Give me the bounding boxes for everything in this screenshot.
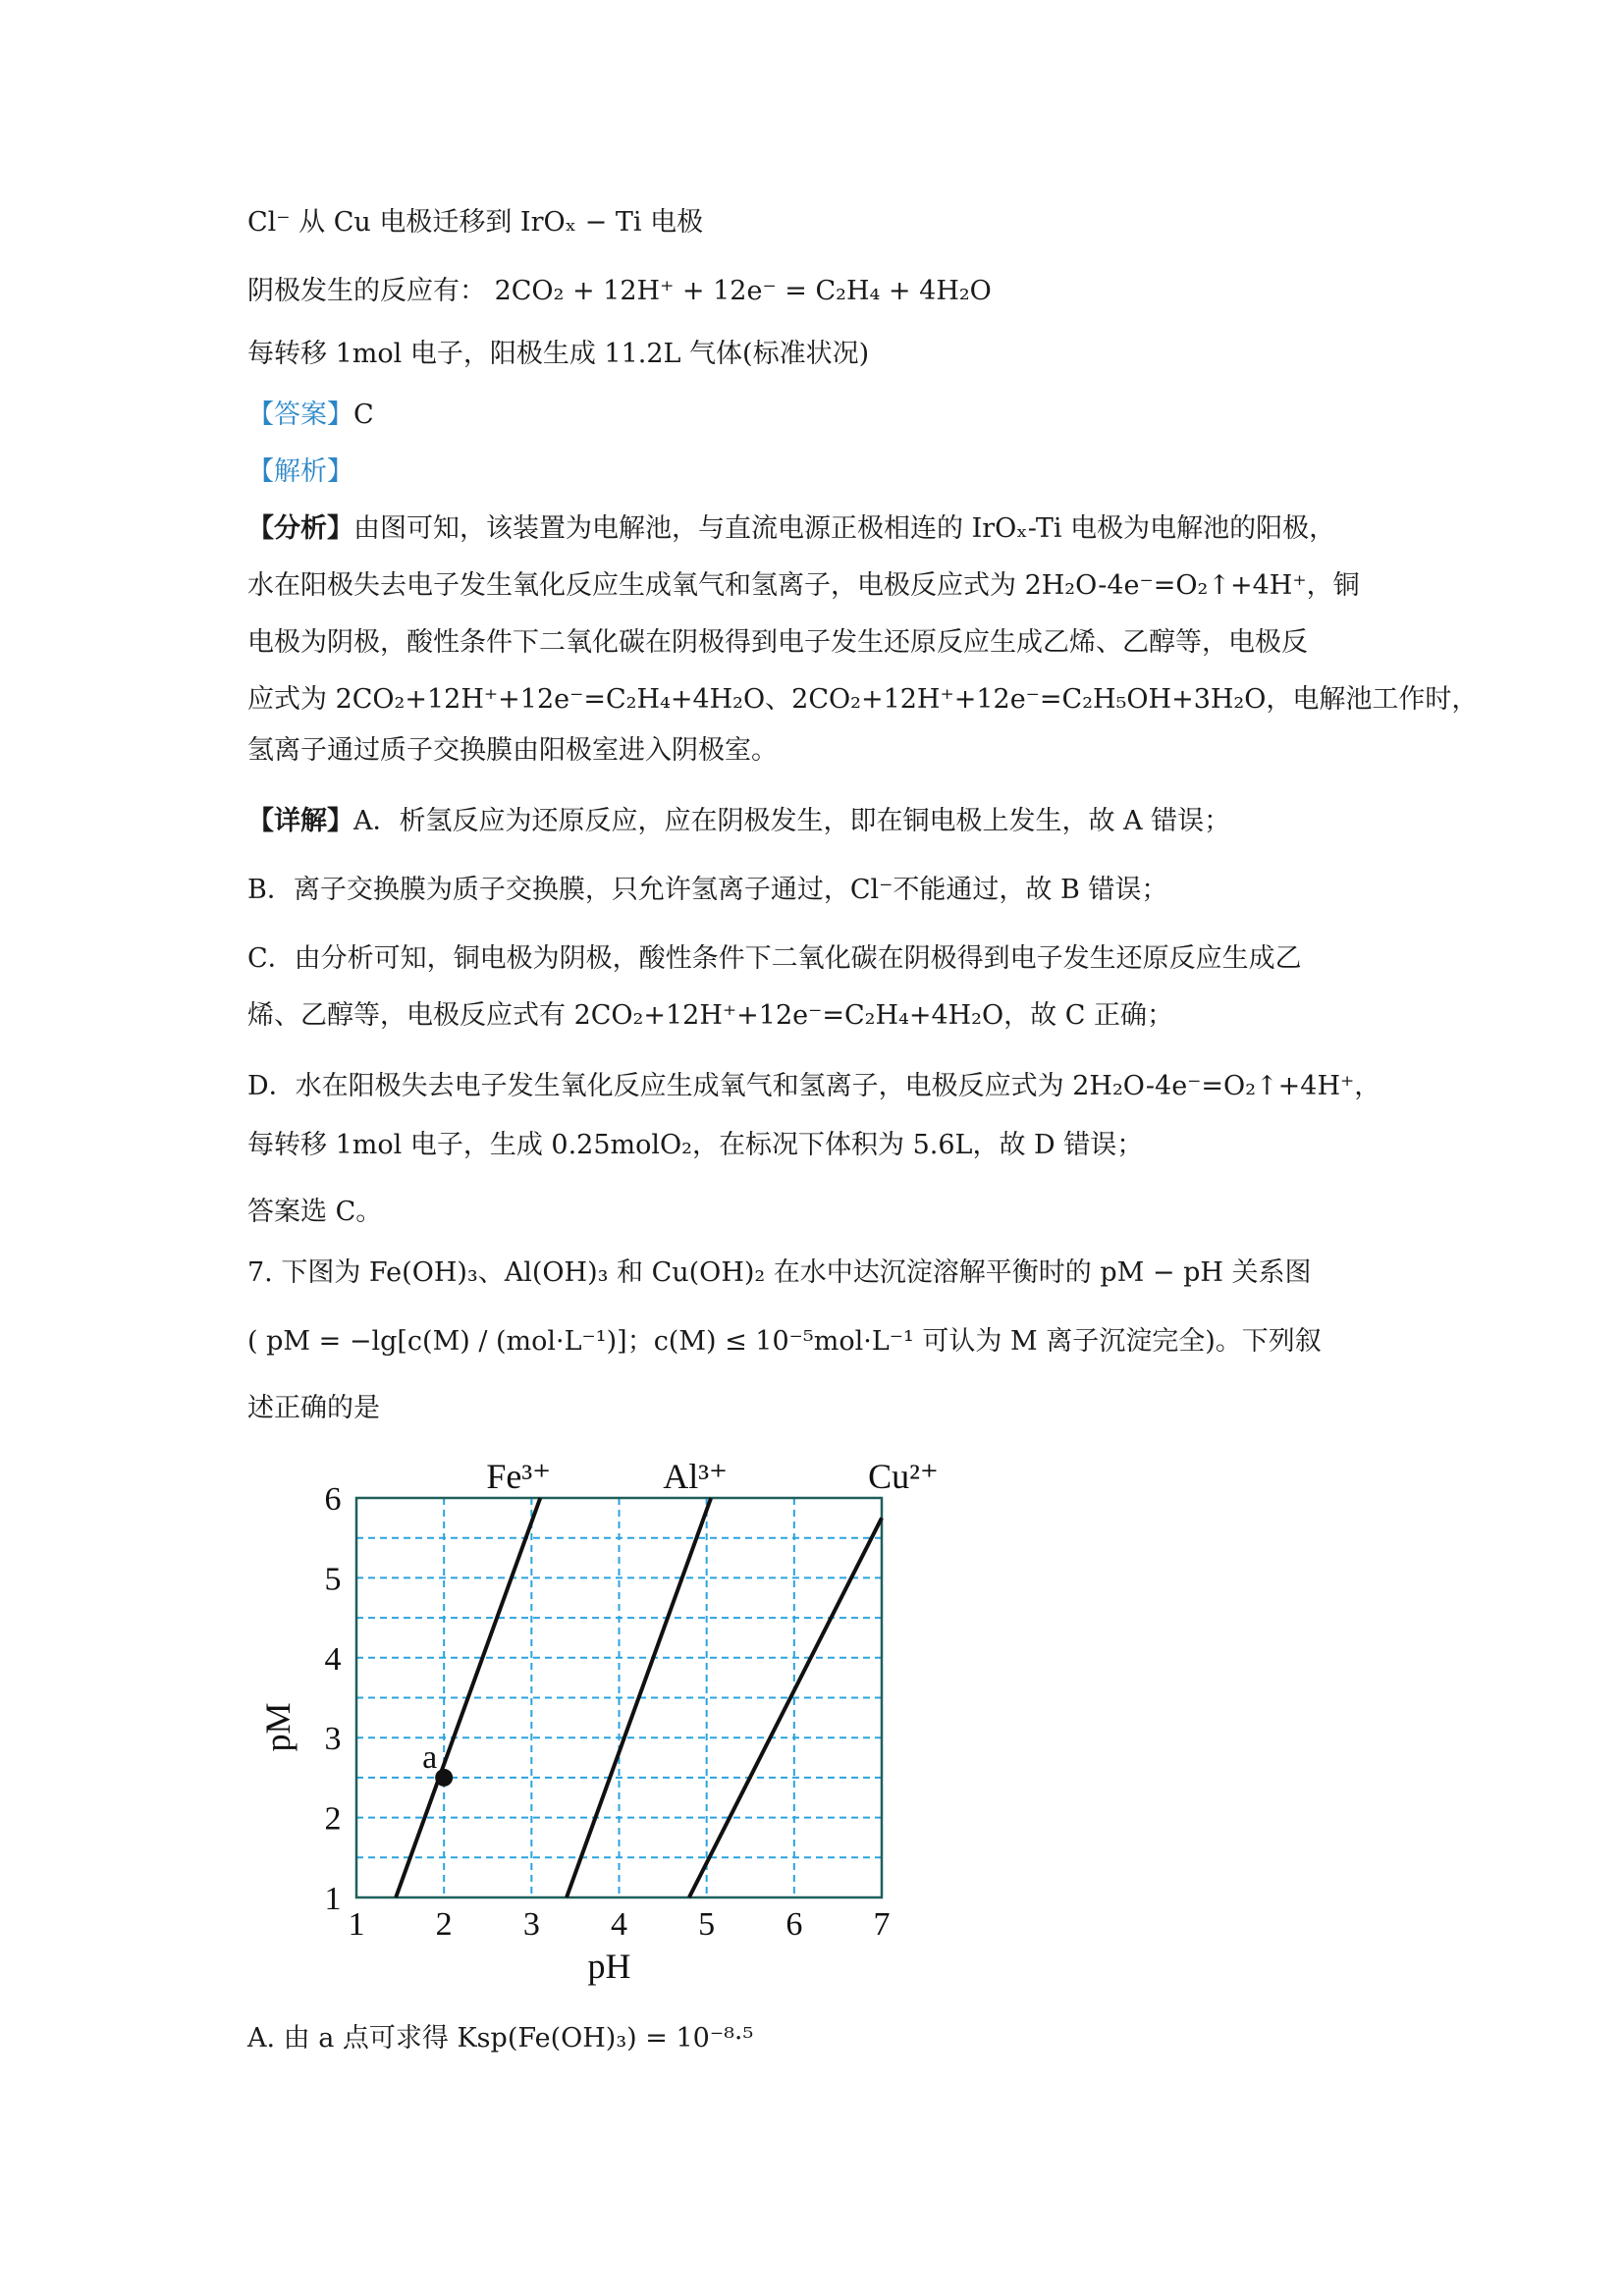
series-line [689, 1518, 882, 1897]
analysis-line-2: 水在阳极失去电子发生氧化反应生成氧气和氢离子，电极反应式为 2H₂O-4e⁻=O₂↑+4H⁺，铜 [247, 570, 1360, 601]
x-tick-label: 3 [522, 1906, 540, 1943]
y-tick-label: 3 [324, 1721, 342, 1758]
question-7-line-2: ( pM = −lg[c(M) / (mol·L⁻¹)]；c(M) ≤ 10⁻⁵mol·L⁻¹ 可认为 M 离子沉淀完全)。下列叙 [247, 1326, 1322, 1357]
analysis-line-4: 应式为 2CO₂+12H⁺+12e⁻=C₂H₄+4H₂O、2CO₂+12H⁺+12e⁻=C₂H₅OH+3H₂O，电解池工作时， [247, 684, 1479, 715]
y-tick-label: 5 [324, 1561, 342, 1598]
option-b: Cl⁻ 从 Cu 电极迁移到 IrOₓ − Ti 电极 [247, 207, 704, 238]
analysis-line-1 [247, 512, 1335, 546]
option-a: A. 由 a 点可求得 Ksp(Fe(OH)₃) = 10⁻⁸·⁵ [247, 2023, 754, 2054]
y-tick-label: 2 [324, 1800, 342, 1838]
analysis-line-5: 氢离子通过质子交换膜由阳极室进入阴极室。 [247, 735, 778, 766]
detail-line-1 [247, 805, 1230, 838]
analysis-tag: 【分析】 [247, 513, 353, 544]
series-label: Cu²⁺ [868, 1457, 939, 1496]
y-tick-label: 4 [324, 1640, 342, 1678]
x-axis-label: pH [587, 1947, 631, 1986]
detail-line-5: D．水在阳极失去电子发生氧化反应生成氧气和氢离子，电极反应式为 2H₂O-4e⁻=O₂↑+4H⁺， [247, 1071, 1381, 1101]
detail-text: A．析氢反应为还原反应，应在阴极发生，即在铜电极上发生，故 A 错误； [353, 806, 1231, 836]
option-c-prefix: 阴极发生的反应有： [247, 276, 486, 306]
x-tick-label: 7 [873, 1906, 891, 1943]
question-7-line-1: 7. 下图为 Fe(OH)₃、Al(OH)₃ 和 Cu(OH)₂ 在水中达沉淀溶解平衡时的 pM − pH 关系图 [247, 1257, 1312, 1288]
x-tick-label: 6 [785, 1906, 803, 1943]
option-c [247, 275, 992, 308]
analysis-heading: 【解析】 [247, 456, 353, 487]
x-tick-label: 4 [611, 1906, 627, 1943]
y-tick-label: 6 [324, 1481, 342, 1518]
x-tick-label: 2 [435, 1906, 453, 1943]
detail-line-4: 烯、乙醇等，电极反应式有 2CO₂+12H⁺+12e⁻=C₂H₄+4H₂O，故 C 正确； [247, 1000, 1173, 1031]
point-a-marker [435, 1769, 453, 1787]
detail-line-6: 每转移 1mol 电子，生成 0.25molO₂，在标况下体积为 5.6L，故 D 错误； [247, 1130, 1144, 1160]
detail-line-7: 答案选 C。 [247, 1197, 383, 1227]
series-label: Al³⁺ [663, 1457, 729, 1496]
series-label: Fe³⁺ [486, 1457, 552, 1496]
detail-line-3: C．由分析可知，铜电极为阴极，酸性条件下二氧化碳在阴极得到电子发生还原反应生成乙 [247, 943, 1302, 974]
x-tick-label: 5 [698, 1906, 716, 1943]
question-7-line-3: 述正确的是 [247, 1393, 380, 1423]
analysis-line-3: 电极为阴极，酸性条件下二氧化碳在阴极得到电子发生还原反应生成乙烯、乙醇等，电极反 [247, 627, 1308, 658]
option-c-equation: 2CO₂ + 12H⁺ + 12e⁻ = C₂H₄ + 4H₂O [494, 276, 992, 306]
x-tick-label: 1 [348, 1906, 365, 1943]
detail-line-2: B．离子交换膜为质子交换膜，只允许氢离子通过，Cl⁻不能通过，故 B 错误； [247, 875, 1168, 905]
point-a-label: a [422, 1738, 438, 1776]
y-axis-label: pM [258, 1702, 298, 1752]
answer-line [247, 399, 374, 432]
analysis-text: 由图可知，该装置为电解池，与直流电源正极相连的 IrOₓ-Ti 电极为电解池的阳极， [353, 513, 1336, 544]
answer-tag: 【答案】 [247, 400, 353, 430]
answer-value: C [353, 400, 374, 430]
option-d: 每转移 1mol 电子，阳极生成 11.2L 气体(标准状况) [247, 339, 870, 369]
y-tick-label: 1 [324, 1881, 342, 1917]
pm-ph-chart [236, 1453, 982, 2002]
detail-tag: 【详解】 [247, 806, 353, 836]
